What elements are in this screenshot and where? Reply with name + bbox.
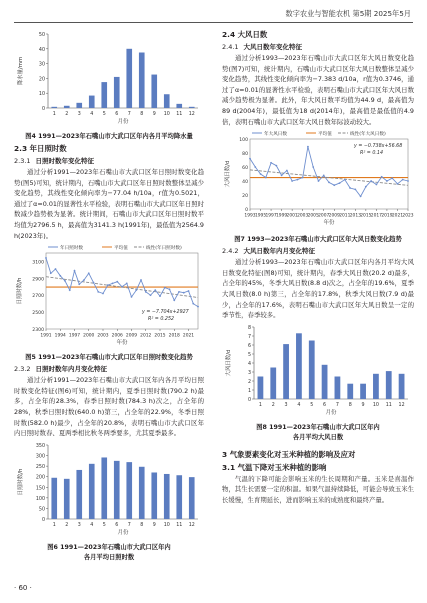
x-axis-title: 月份 [117,119,129,125]
bar-5 [101,457,107,519]
data-point-2010 [135,289,137,291]
x-tick-label: 2003 [97,333,109,339]
data-point-1994 [254,166,256,168]
left-column [14,28,204,563]
x-tick-label: 2023 [402,213,414,219]
y-tick-label: 150 [35,486,45,492]
y-tick-label: 40 [38,47,45,53]
x-tick-label: 2 [271,402,275,408]
x-tick-label: 4 [297,402,301,408]
trend-equation: y = −0.738x+56.68 [354,144,403,150]
x-tick-label: 10 [372,402,379,408]
bar-1 [51,477,57,518]
data-point-2023 [197,306,199,308]
bar-10 [164,474,170,519]
y-axis-title: 日照时数/h [18,468,24,496]
running-header: 数字农业与智能农机 第5期 2025年5月 [285,9,411,18]
y-tick-label: 40 [242,180,248,186]
data-point-1996 [265,177,267,179]
data-point-2006 [116,281,118,283]
data-point-2020 [391,177,393,179]
y-tick-label: 6 [247,343,251,349]
paragraph-2-3-2: 通过分析1991—2023年石嘴山市大武口区年内各月平均日照时数变化特征(图6)可知，统计期内，夏季日照时数(790.2 h)最多，占全年的28.3%，春季日照时数(784.3 h)次之，占全年的28%，秋季日照时数(640.0 h)第三，占全年的22.9%，冬季日照时数(582.0 h)最少，占全年的20.8%，表明石嘴山市大武口区年内日照时数春、夏两季相比秋冬两季要多，尤其夏季最多。 [14,376,204,438]
data-point-2019 [178,291,180,293]
x-tick-label: 5 [102,522,106,528]
bar-12 [189,107,195,108]
fig7-caption: 图7 1993—2023年石嘴山市大武口区年大风日数变化趋势 [234,236,402,244]
fig6-caption-line2: 各月平均日照时数 [83,553,135,561]
y-tick-label: 4 [247,361,251,367]
x-tick-label: 4 [90,112,94,117]
y-tick-label: 0 [41,107,45,112]
y-tick-label: 350 [35,443,45,449]
data-point-2005 [112,283,114,285]
x-tick-label: 10 [163,522,170,528]
section-text: 日照时数年内月变化特征 [35,365,108,374]
data-point-2022 [192,303,194,305]
section-number: 2.4.1 [222,43,239,51]
data-point-1998 [78,284,80,286]
data-point-2013 [354,189,356,191]
data-point-2017 [376,184,378,186]
data-point-1995 [64,280,66,282]
section-3-title: 3 气象要素变化对玉米种植的影响及应对 [222,449,356,459]
data-point-2014 [360,196,362,198]
x-tick-label: 12 [398,402,405,408]
y-tick-label: 1 [247,388,251,394]
x-axis-title: 年份 [116,340,128,347]
data-point-2005 [312,166,314,168]
data-point-1998 [275,165,277,167]
fig5-chart [14,241,204,353]
legend-label-mean: 平均值 [318,131,332,137]
x-tick-label: 8 [348,402,352,408]
x-tick-label: 6 [115,112,119,117]
x-tick-label: 6 [115,522,119,528]
trend-r-squared: R² = 0.252 [148,317,175,323]
section-2-4-1-title [222,41,414,53]
data-point-2008 [126,283,128,285]
x-tick-label: 2017 [370,213,382,219]
data-point-2012 [349,187,351,189]
data-point-2022 [402,179,404,181]
data-point-2007 [121,286,123,288]
section-text: 大风日数年变化特征 [243,43,303,51]
y-tick-label: 100 [35,496,45,502]
data-point-1999 [281,175,283,177]
data-point-2015 [159,295,161,297]
section-text: 日照时数年变化特征 [35,157,95,165]
x-tick-label: 7 [127,522,131,528]
data-point-2016 [370,180,372,182]
data-point-2006 [318,180,320,182]
trend-equation: y = −7.704x+2927 [142,310,189,316]
x-tick-label: 2015 [360,213,372,219]
y-tick-label: 0 [247,397,251,403]
x-tick-label: 9 [152,112,156,117]
bar-8 [139,53,145,109]
y-tick-label: 30 [38,62,45,68]
legend-label-trend: 线性(年大风日数) [350,131,386,137]
fig5-caption: 图5 1991—2023年石嘴山市大武口区年日照时数变化趋势 [25,354,193,362]
x-tick-label: 7 [335,402,339,408]
data-point-1993 [249,158,251,160]
data-point-2018 [381,176,383,178]
data-point-2016 [164,287,166,289]
y-tick-label: 300 [35,454,45,460]
bar-4 [89,464,95,519]
y-tick-label: 2 [247,379,251,385]
x-tick-label: 2019 [381,213,393,219]
bar-3 [76,470,82,519]
bar-9 [360,383,366,398]
data-point-2000 [286,170,288,172]
x-tick-label: 1993 [244,213,256,219]
bar-12 [399,374,405,399]
x-tick-label: 5 [102,112,106,117]
x-axis-title: 年份 [323,220,335,227]
bar-1 [51,107,57,108]
x-tick-label: 2 [65,522,69,528]
x-tick-label: 2009 [328,213,340,219]
section-2-3-1-title [14,155,204,167]
data-point-2004 [307,146,309,148]
x-axis-title: 月份 [117,529,129,536]
data-point-2009 [333,184,335,186]
y-tick-label: 20 [242,194,248,200]
data-point-2014 [154,289,156,291]
y-tick-label: 2700 [32,294,44,300]
section-2-4-title: 2.4 大风日数 [222,30,268,39]
data-point-2023 [407,180,409,182]
x-tick-label: 3 [77,522,81,528]
data-point-1996 [69,289,71,291]
fig8-caption-line2: 各月平均大风日数 [292,433,344,441]
data-point-2009 [131,296,133,298]
x-tick-label: 2021 [182,333,195,339]
x-tick-label: 12 [188,522,195,528]
x-tick-label: 3 [284,402,288,408]
y-tick-label: 50 [38,507,45,513]
y-axis-title: 降水量/mm [18,56,24,86]
trend-r-squared: R² = 0.14 [360,151,384,157]
data-point-1999 [83,279,85,281]
bar-3 [76,103,82,108]
data-point-2019 [386,180,388,182]
x-tick-label: 8 [140,522,144,528]
bar-10 [164,94,170,108]
data-point-2017 [169,289,171,291]
data-point-2007 [323,175,325,177]
x-tick-label: 2013 [349,213,361,219]
bar-7 [126,49,132,108]
section-2-3-2-title [14,363,204,375]
data-point-1993 [55,268,57,270]
section-text: 大风日数年内月变化特征 [243,247,316,256]
header-rule [14,22,413,23]
data-point-2008 [328,182,330,184]
x-axis-title: 月份 [325,409,337,416]
bar-4 [296,333,302,399]
section-number: 2.4.2 [222,247,239,256]
data-point-2000 [88,273,90,275]
data-point-1994 [59,275,61,277]
fig8-caption-line1: 图8 1991—2023年石嘴山市大武口区年内 [256,423,380,431]
bar-5 [309,340,315,399]
y-tick-label: 0 [245,208,248,214]
y-tick-label: 20 [38,77,45,83]
data-point-2003 [102,293,104,295]
paragraph-2-3-1: 通过分析1991—2023年石嘴山市大武口区年日照时数变化趋势(图5)可知，统计期内，石嘴山市大武口区年日照时数整体呈减少变化趋势，其线性变化倾向率为−77.04 h/10a，r值为0.5021，通过了α=0.01的显著性水平检验，表明石嘴山市大武口区年日照时数减少趋势极为显著。统计期间，石嘴山市大武口区年日照时数平均值为2796.5 h，最高值为3141.3 h(1991年)，最低值为2564.9 h(2023年)。 [14,168,204,240]
page-number: · 60 · [14,584,32,592]
x-tick-label: 1999 [276,213,288,219]
data-point-2015 [365,186,367,188]
x-tick-label: 2 [65,112,69,117]
x-tick-label: 2018 [168,333,180,339]
legend-label-trend: 线性(年日照时数) [146,245,182,251]
x-tick-label: 11 [176,112,183,117]
bar-10 [373,374,379,399]
y-tick-label: 200 [35,475,45,481]
x-tick-label: 6 [323,402,327,408]
series-line [46,258,198,307]
data-point-1997 [270,162,272,164]
x-tick-label: 4 [90,522,94,528]
plot-frame [46,253,198,329]
y-tick-label: 50 [38,33,45,38]
fig6-svg [14,439,204,539]
bar-2 [270,367,276,399]
bar-2 [64,479,70,519]
legend-label-series: 年大风日数 [264,131,287,137]
data-point-2001 [291,180,293,182]
y-tick-label: 250 [35,464,45,470]
data-point-1991 [45,257,47,259]
data-point-2011 [140,279,142,281]
x-tick-label: 1 [258,402,262,408]
y-tick-label: 3 [247,370,251,376]
bar-1 [258,376,264,399]
data-point-2013 [150,294,152,296]
data-point-2010 [339,182,341,184]
bar-6 [322,365,328,399]
bar-11 [176,475,182,519]
fig7-svg [222,127,414,231]
y-tick-label: 3100 [32,260,44,266]
x-tick-label: 2000 [83,333,95,339]
x-tick-label: 2005 [307,213,319,219]
bar-8 [347,383,353,398]
x-tick-label: 9 [361,402,365,408]
bar-2 [64,106,70,108]
x-tick-label: 1 [52,112,56,117]
data-point-2004 [107,284,109,286]
y-tick-label: 10 [38,92,45,98]
data-point-2021 [188,290,190,292]
x-tick-label: 8 [140,112,144,117]
bar-4 [89,96,95,108]
y-axis-title: 大风日数/d [226,349,232,377]
bar-9 [151,75,157,108]
fig4-caption: 图4 1991—2023年石嘴山市大武口区年内各月平均降水量 [25,133,193,140]
y-tick-label: 60 [242,166,248,172]
x-tick-label: 1997 [68,333,81,339]
x-tick-label: 1994 [54,333,66,339]
data-point-2002 [97,291,99,293]
bar-6 [114,461,120,519]
data-point-1992 [50,273,52,275]
section-3-1-title: 3.1 气温下降对玉米种植的影响 [222,462,327,472]
x-tick-label: 9 [152,522,156,528]
bar-8 [139,466,145,518]
x-tick-label: 3 [77,112,81,117]
plot-frame [250,139,408,209]
y-tick-label: 80 [242,152,248,158]
x-tick-label: 2009 [125,333,138,339]
bar-5 [101,82,107,108]
x-tick-label: 12 [188,112,195,117]
legend-label-mean: 平均值 [114,245,128,251]
fig8-chart [222,321,414,423]
x-tick-label: 2012 [140,333,152,339]
paragraph-3-1: 气温的下降可能会影响玉米的生长周期和产量。玉米是喜温作物，其生长需要一定的积温。如果气温持续降低，可能会导致玉米生长缓慢，生育期延长，进而影响玉米的成熟度和最终产量。 [222,474,414,504]
data-point-2021 [397,183,399,185]
fig6-chart [14,439,204,543]
data-point-2003 [302,177,304,179]
legend-label-series: 年日照时数 [60,245,83,251]
y-axis-title: 日照时数/h [17,277,23,305]
x-tick-label: 2007 [318,213,330,219]
y-tick-label: 5 [247,352,251,358]
x-tick-label: 1995 [254,213,267,219]
fig5-svg [14,241,204,349]
x-tick-label: 5 [310,402,314,408]
fig8-svg [222,321,414,419]
data-point-2002 [297,179,299,181]
bar-7 [335,376,341,399]
y-tick-label: 100 [239,138,248,144]
x-tick-label: 2003 [297,213,309,219]
x-tick-label: 1997 [265,213,277,219]
x-tick-label: 2011 [339,213,351,219]
x-tick-label: 2006 [111,333,123,339]
bar-6 [114,77,120,108]
bar-12 [189,477,195,519]
fig7-chart [222,127,414,235]
fig6-caption-line1: 图6 1991—2023年石嘴山市大武口区年内 [47,543,171,551]
data-point-1997 [74,270,76,272]
section-number: 2.3.2 [14,365,31,374]
section-2-3-title: 2.3 年日照时数 [14,144,67,153]
data-point-2020 [183,292,185,294]
bar-9 [151,472,157,519]
x-tick-label: 7 [127,112,131,117]
x-tick-label: 2001 [286,213,298,219]
x-tick-label: 10 [163,112,170,117]
bar-3 [283,344,289,399]
y-tick-label: 2500 [32,311,44,317]
y-tick-label: 7 [247,334,251,340]
y-axis-title: 大风日数/d [225,160,231,188]
bar-11 [386,371,392,399]
bar-7 [126,462,132,519]
x-tick-label: 11 [176,522,183,528]
y-tick-label: 8 [247,325,251,331]
x-tick-label: 1 [52,522,56,528]
right-column [222,28,414,506]
fig4-svg [14,28,204,128]
paragraph-2-4-2: 通过分析1993—2023年石嘴山市大武口区年内各月平均大风日数变化特征(图8)可知，统计期内，春季大风日数(20.2 d)最多，占全年的45%，冬季大风日数(8.8 d)次之，占全年的19.6%，夏季大风日数(8.0 h)第三，占全年的17.8%，秋季大风日数(7.9 d)最少，占全年的17.6%，表明石嘴山市大武口区年大风日数呈一定的季节性，春季较多。 [222,258,414,320]
section-2-4-2-title [222,245,414,257]
y-tick-label: 0 [41,517,45,523]
x-tick-label: 1991 [40,333,52,339]
data-point-2001 [93,282,95,284]
data-point-1995 [260,173,262,175]
fig4-chart [14,28,204,132]
x-tick-label: 11 [385,402,392,408]
section-number: 2.3.1 [14,157,31,165]
y-tick-label: 2300 [32,328,44,334]
x-tick-label: 2021 [391,213,404,219]
bar-11 [176,104,182,108]
paragraph-2-4-1: 通过分析1993—2023年石嘴山市大武口区年大风日数变化趋势(图7)可知，统计期内，石嘴山市大武口区年大风日数整体呈减少变化趋势，其线性变化倾向率为−7.383 d/10a，r值为0.3746，通过了α=0.01的显著性水平检验，表明石嘴山市大武口区年大风日数减少趋势极为显著。此外，年大风日数平均值为44.9 d，最高值为89 d(2004年)，最低值为18 d(2014年)，最高值是最低值的4.9倍，表明石嘴山市大武口区年大风日数年际波动较大。 [222,54,414,126]
x-tick-label: 2015 [154,333,166,339]
data-point-2012 [145,291,147,293]
data-point-2011 [344,179,346,181]
y-tick-label: 2900 [32,277,44,283]
series-line [250,147,408,197]
data-point-2018 [173,300,175,302]
